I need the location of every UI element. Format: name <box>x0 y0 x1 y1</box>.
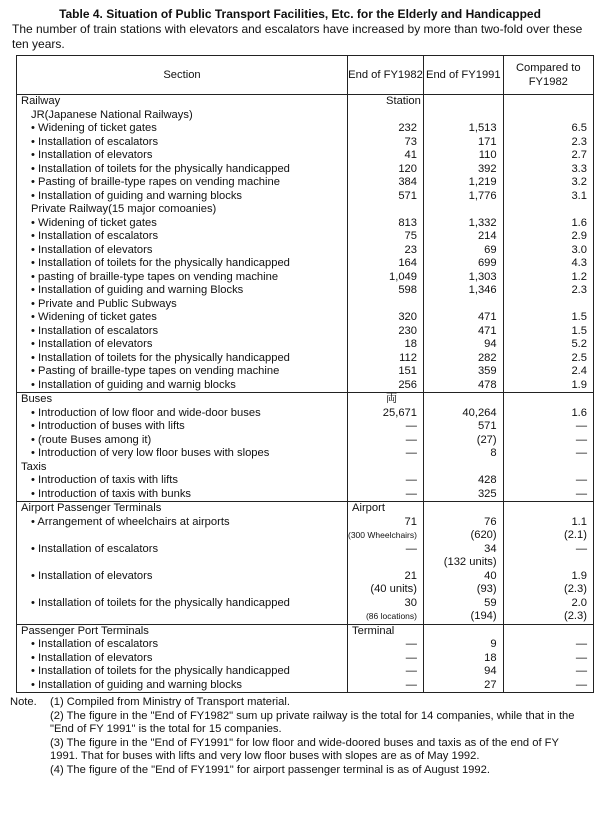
cell-fy1991: 94 <box>423 338 503 352</box>
note-text: (3) The figure in the "End of FY1991" for low floor and wide-doored buses and taxis as of the end of FY 1991. That for buses with lifts and very low floor buses with slopes are as of May 1992. <box>50 736 559 763</box>
cell-compared <box>503 95 593 109</box>
row-label: Buses <box>17 393 348 407</box>
table-title: Table 4. Situation of Public Transport Facilities, Etc. for the Elderly and Handicapped <box>59 7 541 21</box>
cell-fy1982 <box>348 461 424 475</box>
row-label: • Introduction of very low floor buses with slopes <box>17 447 348 461</box>
row-label: • Installation of elevators <box>17 570 348 584</box>
table-row <box>17 516 594 530</box>
cell-fy1982: 73 <box>348 136 424 150</box>
cell-fy1991: 1,776 <box>423 190 503 204</box>
row-label: • Widening of ticket gates <box>17 122 348 136</box>
cell-fy1982: (300 Wheelchairs) <box>348 529 424 543</box>
table-row <box>17 311 594 325</box>
cell-compared: — <box>503 679 593 693</box>
row-label: Airport Passenger Terminals <box>17 502 348 516</box>
table-row <box>17 109 594 123</box>
row-label: • Installation of toilets for the physically handicapped <box>17 163 348 177</box>
cell-compared: 2.3 <box>503 284 593 298</box>
cell-fy1982 <box>348 556 424 570</box>
note-text: (1) Compiled from Ministry of Transport material. <box>50 696 290 708</box>
cell-fy1982: 384 <box>348 176 424 190</box>
table-body <box>17 95 594 693</box>
table-row <box>17 149 594 163</box>
cell-fy1991 <box>423 393 503 407</box>
row-label: • Introduction of low floor and wide-door buses <box>17 407 348 421</box>
cell-fy1991 <box>423 502 503 516</box>
row-label: • Introduction of taxis with lifts <box>17 474 348 488</box>
cell-compared <box>503 461 593 475</box>
row-label: • pasting of braille-type tapes on vending machine <box>17 271 348 285</box>
cell-fy1991 <box>423 298 503 312</box>
cell-fy1991: 1,303 <box>423 271 503 285</box>
row-label: • Widening of ticket gates <box>17 217 348 231</box>
cell-compared: 2.5 <box>503 352 593 366</box>
cell-fy1982: 598 <box>348 284 424 298</box>
cell-fy1991: 1,513 <box>423 122 503 136</box>
row-label: • Installation of guiding and warning blocks <box>17 190 348 204</box>
cell-compared: 3.1 <box>503 190 593 204</box>
note-item <box>10 737 590 764</box>
cell-compared: — <box>503 638 593 652</box>
table-row <box>17 338 594 352</box>
cell-fy1982: Terminal <box>348 624 424 638</box>
cell-fy1982: — <box>348 434 424 448</box>
cell-fy1991: 9 <box>423 638 503 652</box>
cell-compared: 1.9 <box>503 379 593 393</box>
row-label: • Installation of escalators <box>17 230 348 244</box>
cell-fy1982: Station <box>348 95 424 109</box>
cell-fy1982: 21 <box>348 570 424 584</box>
table-subtitle: The number of train stations with elevators and escalators have increased by more than two-fold over these ten years. <box>12 22 583 51</box>
notes-lead: Note. <box>10 696 37 708</box>
cell-fy1991 <box>423 461 503 475</box>
cell-fy1991: 8 <box>423 447 503 461</box>
table-row <box>17 379 594 393</box>
table-row <box>17 624 594 638</box>
cell-fy1991: 699 <box>423 257 503 271</box>
cell-fy1982 <box>348 298 424 312</box>
cell-fy1982: 232 <box>348 122 424 136</box>
cell-compared: — <box>503 447 593 461</box>
header-fy1982: End of FY1982 <box>348 56 424 95</box>
row-label: • Installation of elevators <box>17 652 348 666</box>
cell-compared <box>503 203 593 217</box>
cell-compared: — <box>503 420 593 434</box>
row-label <box>17 529 348 543</box>
cell-fy1991: 471 <box>423 311 503 325</box>
cell-compared: 1.6 <box>503 407 593 421</box>
cell-fy1982: (86 locations) <box>348 610 424 624</box>
row-label: Railway <box>17 95 348 109</box>
cell-compared: 1.5 <box>503 311 593 325</box>
cell-compared: 5.2 <box>503 338 593 352</box>
cell-fy1991: 282 <box>423 352 503 366</box>
cell-compared: — <box>503 665 593 679</box>
cell-compared: (2.3) <box>503 610 593 624</box>
cell-fy1991: (194) <box>423 610 503 624</box>
cell-compared: 2.4 <box>503 365 593 379</box>
cell-fy1982: 230 <box>348 325 424 339</box>
table-row <box>17 298 594 312</box>
cell-fy1982: — <box>348 665 424 679</box>
row-label: • Arrangement of wheelchairs at airports <box>17 516 348 530</box>
row-label: • (route Buses among it) <box>17 434 348 448</box>
cell-fy1982: — <box>348 543 424 557</box>
cell-fy1991: 40,264 <box>423 407 503 421</box>
table-header-row <box>17 56 594 95</box>
row-label <box>17 556 348 570</box>
cell-fy1991: 76 <box>423 516 503 530</box>
table-row <box>17 163 594 177</box>
cell-fy1991: 359 <box>423 365 503 379</box>
cell-fy1991: (620) <box>423 529 503 543</box>
row-label: • Installation of toilets for the physically handicapped <box>17 257 348 271</box>
cell-fy1991: 69 <box>423 244 503 258</box>
cell-fy1982: — <box>348 638 424 652</box>
cell-fy1991: 27 <box>423 679 503 693</box>
cell-fy1982: 25,671 <box>348 407 424 421</box>
row-label: • Installation of escalators <box>17 543 348 557</box>
cell-fy1982: 571 <box>348 190 424 204</box>
row-label <box>17 583 348 597</box>
cell-fy1982: 18 <box>348 338 424 352</box>
note-text: (4) The figure of the "End of FY1991" for airport passenger terminal is as of August 1992. <box>50 763 490 776</box>
cell-compared: 4.3 <box>503 257 593 271</box>
row-label: • Installation of escalators <box>17 638 348 652</box>
table-row <box>17 122 594 136</box>
row-label: • Installation of toilets for the physically handicapped <box>17 597 348 611</box>
table-row <box>17 257 594 271</box>
table-row <box>17 365 594 379</box>
table-row <box>17 461 594 475</box>
table-row <box>17 136 594 150</box>
cell-fy1991: 1,346 <box>423 284 503 298</box>
table-row <box>17 393 594 407</box>
header-fy1991: End of FY1991 <box>423 56 503 95</box>
cell-compared: 2.9 <box>503 230 593 244</box>
note-item <box>10 764 590 778</box>
row-label: • Installation of toilets for the physically handicapped <box>17 665 348 679</box>
table-row <box>17 597 594 611</box>
cell-compared: — <box>503 488 593 502</box>
cell-compared: 2.3 <box>503 136 593 150</box>
cell-fy1982: 41 <box>348 149 424 163</box>
cell-compared: 1.6 <box>503 217 593 231</box>
cell-fy1991: 34 <box>423 543 503 557</box>
cell-compared <box>503 502 593 516</box>
cell-compared: — <box>503 474 593 488</box>
row-label: • Installation of escalators <box>17 136 348 150</box>
cell-fy1982: 112 <box>348 352 424 366</box>
cell-compared: — <box>503 543 593 557</box>
cell-fy1991: 428 <box>423 474 503 488</box>
row-label: • Installation of elevators <box>17 338 348 352</box>
table-row <box>17 95 594 109</box>
table-row <box>17 638 594 652</box>
cell-fy1982: 256 <box>348 379 424 393</box>
table-row <box>17 543 594 557</box>
cell-fy1991: 110 <box>423 149 503 163</box>
table-row <box>17 271 594 285</box>
cell-compared: 3.3 <box>503 163 593 177</box>
table-row <box>17 284 594 298</box>
cell-fy1991 <box>423 624 503 638</box>
row-label: Private Railway(15 major comoanies) <box>17 203 348 217</box>
table-row <box>17 488 594 502</box>
cell-compared: 3.0 <box>503 244 593 258</box>
cell-fy1982: — <box>348 474 424 488</box>
table-row <box>17 583 594 597</box>
table-row <box>17 352 594 366</box>
cell-fy1982 <box>348 109 424 123</box>
row-label: • Installation of guiding and warning blocks <box>17 679 348 693</box>
cell-fy1991: 40 <box>423 570 503 584</box>
table-row <box>17 502 594 516</box>
cell-fy1982: 両 <box>348 393 424 407</box>
row-label: • Installation of elevators <box>17 244 348 258</box>
document-page <box>10 0 590 778</box>
table-row <box>17 434 594 448</box>
cell-fy1991 <box>423 95 503 109</box>
cell-compared <box>503 393 593 407</box>
note-item <box>10 696 590 710</box>
table-row <box>17 652 594 666</box>
cell-fy1982: 164 <box>348 257 424 271</box>
cell-fy1982: 71 <box>348 516 424 530</box>
table-row <box>17 679 594 693</box>
table-row <box>17 420 594 434</box>
table-row <box>17 407 594 421</box>
table-row <box>17 190 594 204</box>
cell-fy1991: 392 <box>423 163 503 177</box>
row-label: Taxis <box>17 461 348 475</box>
table-row <box>17 230 594 244</box>
table-row <box>17 325 594 339</box>
note-text: (2) The figure in the "End of FY1982" sum up private railway is the total for 14 companies, while that in the "End of FY 1991" is the total for 15 companies. <box>50 709 575 736</box>
row-label: • Installation of escalators <box>17 325 348 339</box>
row-label: • Introduction of taxis with bunks <box>17 488 348 502</box>
cell-fy1991: 571 <box>423 420 503 434</box>
cell-compared: 1.2 <box>503 271 593 285</box>
cell-compared: 1.9 <box>503 570 593 584</box>
cell-fy1982: — <box>348 652 424 666</box>
cell-fy1982: 75 <box>348 230 424 244</box>
row-label <box>17 610 348 624</box>
cell-compared <box>503 556 593 570</box>
row-label: Passenger Port Terminals <box>17 624 348 638</box>
cell-fy1982: 320 <box>348 311 424 325</box>
cell-fy1982: 30 <box>348 597 424 611</box>
cell-fy1991: 59 <box>423 597 503 611</box>
cell-fy1982: 120 <box>348 163 424 177</box>
cell-fy1991: (93) <box>423 583 503 597</box>
row-label: • Pasting of braille-type tapes on vending machine <box>17 365 348 379</box>
cell-compared: (2.3) <box>503 583 593 597</box>
table-row <box>17 610 594 624</box>
row-label: • Installation of toilets for the physically handicapped <box>17 352 348 366</box>
row-label: • Installation of guiding and warnig blocks <box>17 379 348 393</box>
row-label: • Widening of ticket gates <box>17 311 348 325</box>
row-label: • Private and Public Subways <box>17 298 348 312</box>
cell-fy1982: 23 <box>348 244 424 258</box>
cell-fy1991: (132 units) <box>423 556 503 570</box>
table-row <box>17 570 594 584</box>
transport-facilities-table <box>16 55 594 693</box>
cell-fy1982: 151 <box>348 365 424 379</box>
table-row <box>17 217 594 231</box>
cell-fy1991: 214 <box>423 230 503 244</box>
cell-compared: (2.1) <box>503 529 593 543</box>
row-label: JR(Japanese National Railways) <box>17 109 348 123</box>
cell-fy1982: (40 units) <box>348 583 424 597</box>
cell-compared: 2.0 <box>503 597 593 611</box>
header-section: Section <box>17 56 348 95</box>
cell-compared: — <box>503 434 593 448</box>
cell-compared: 2.7 <box>503 149 593 163</box>
table-row <box>17 244 594 258</box>
cell-fy1991: 1,332 <box>423 217 503 231</box>
cell-fy1982: — <box>348 679 424 693</box>
cell-fy1982: — <box>348 420 424 434</box>
note-item <box>10 710 590 737</box>
table-row <box>17 447 594 461</box>
cell-compared: — <box>503 652 593 666</box>
cell-compared <box>503 298 593 312</box>
cell-fy1991 <box>423 203 503 217</box>
table-row <box>17 474 594 488</box>
cell-compared: 6.5 <box>503 122 593 136</box>
cell-fy1991: (27) <box>423 434 503 448</box>
cell-compared: 1.5 <box>503 325 593 339</box>
cell-fy1991: 94 <box>423 665 503 679</box>
cell-fy1991 <box>423 109 503 123</box>
cell-fy1991: 478 <box>423 379 503 393</box>
cell-compared: 1.1 <box>503 516 593 530</box>
row-label: • Installation of guiding and warning Blocks <box>17 284 348 298</box>
cell-fy1982: 1,049 <box>348 271 424 285</box>
cell-fy1991: 1,219 <box>423 176 503 190</box>
cell-fy1991: 471 <box>423 325 503 339</box>
cell-fy1991: 325 <box>423 488 503 502</box>
cell-fy1991: 18 <box>423 652 503 666</box>
row-label: • Installation of elevators <box>17 149 348 163</box>
table-row <box>17 556 594 570</box>
notes <box>10 696 590 778</box>
cell-fy1991: 171 <box>423 136 503 150</box>
cell-compared <box>503 109 593 123</box>
table-row <box>17 665 594 679</box>
cell-fy1982: — <box>348 488 424 502</box>
cell-fy1982: 813 <box>348 217 424 231</box>
cell-fy1982 <box>348 203 424 217</box>
cell-fy1982: — <box>348 447 424 461</box>
cell-fy1982: Airport <box>348 502 424 516</box>
table-row <box>17 176 594 190</box>
row-label: • Pasting of braille-type rapes on vending machine <box>17 176 348 190</box>
header-compared: Compared to FY1982 <box>503 56 593 95</box>
cell-compared <box>503 624 593 638</box>
cell-compared: 3.2 <box>503 176 593 190</box>
table-row <box>17 203 594 217</box>
row-label: • Introduction of buses with lifts <box>17 420 348 434</box>
table-row <box>17 529 594 543</box>
